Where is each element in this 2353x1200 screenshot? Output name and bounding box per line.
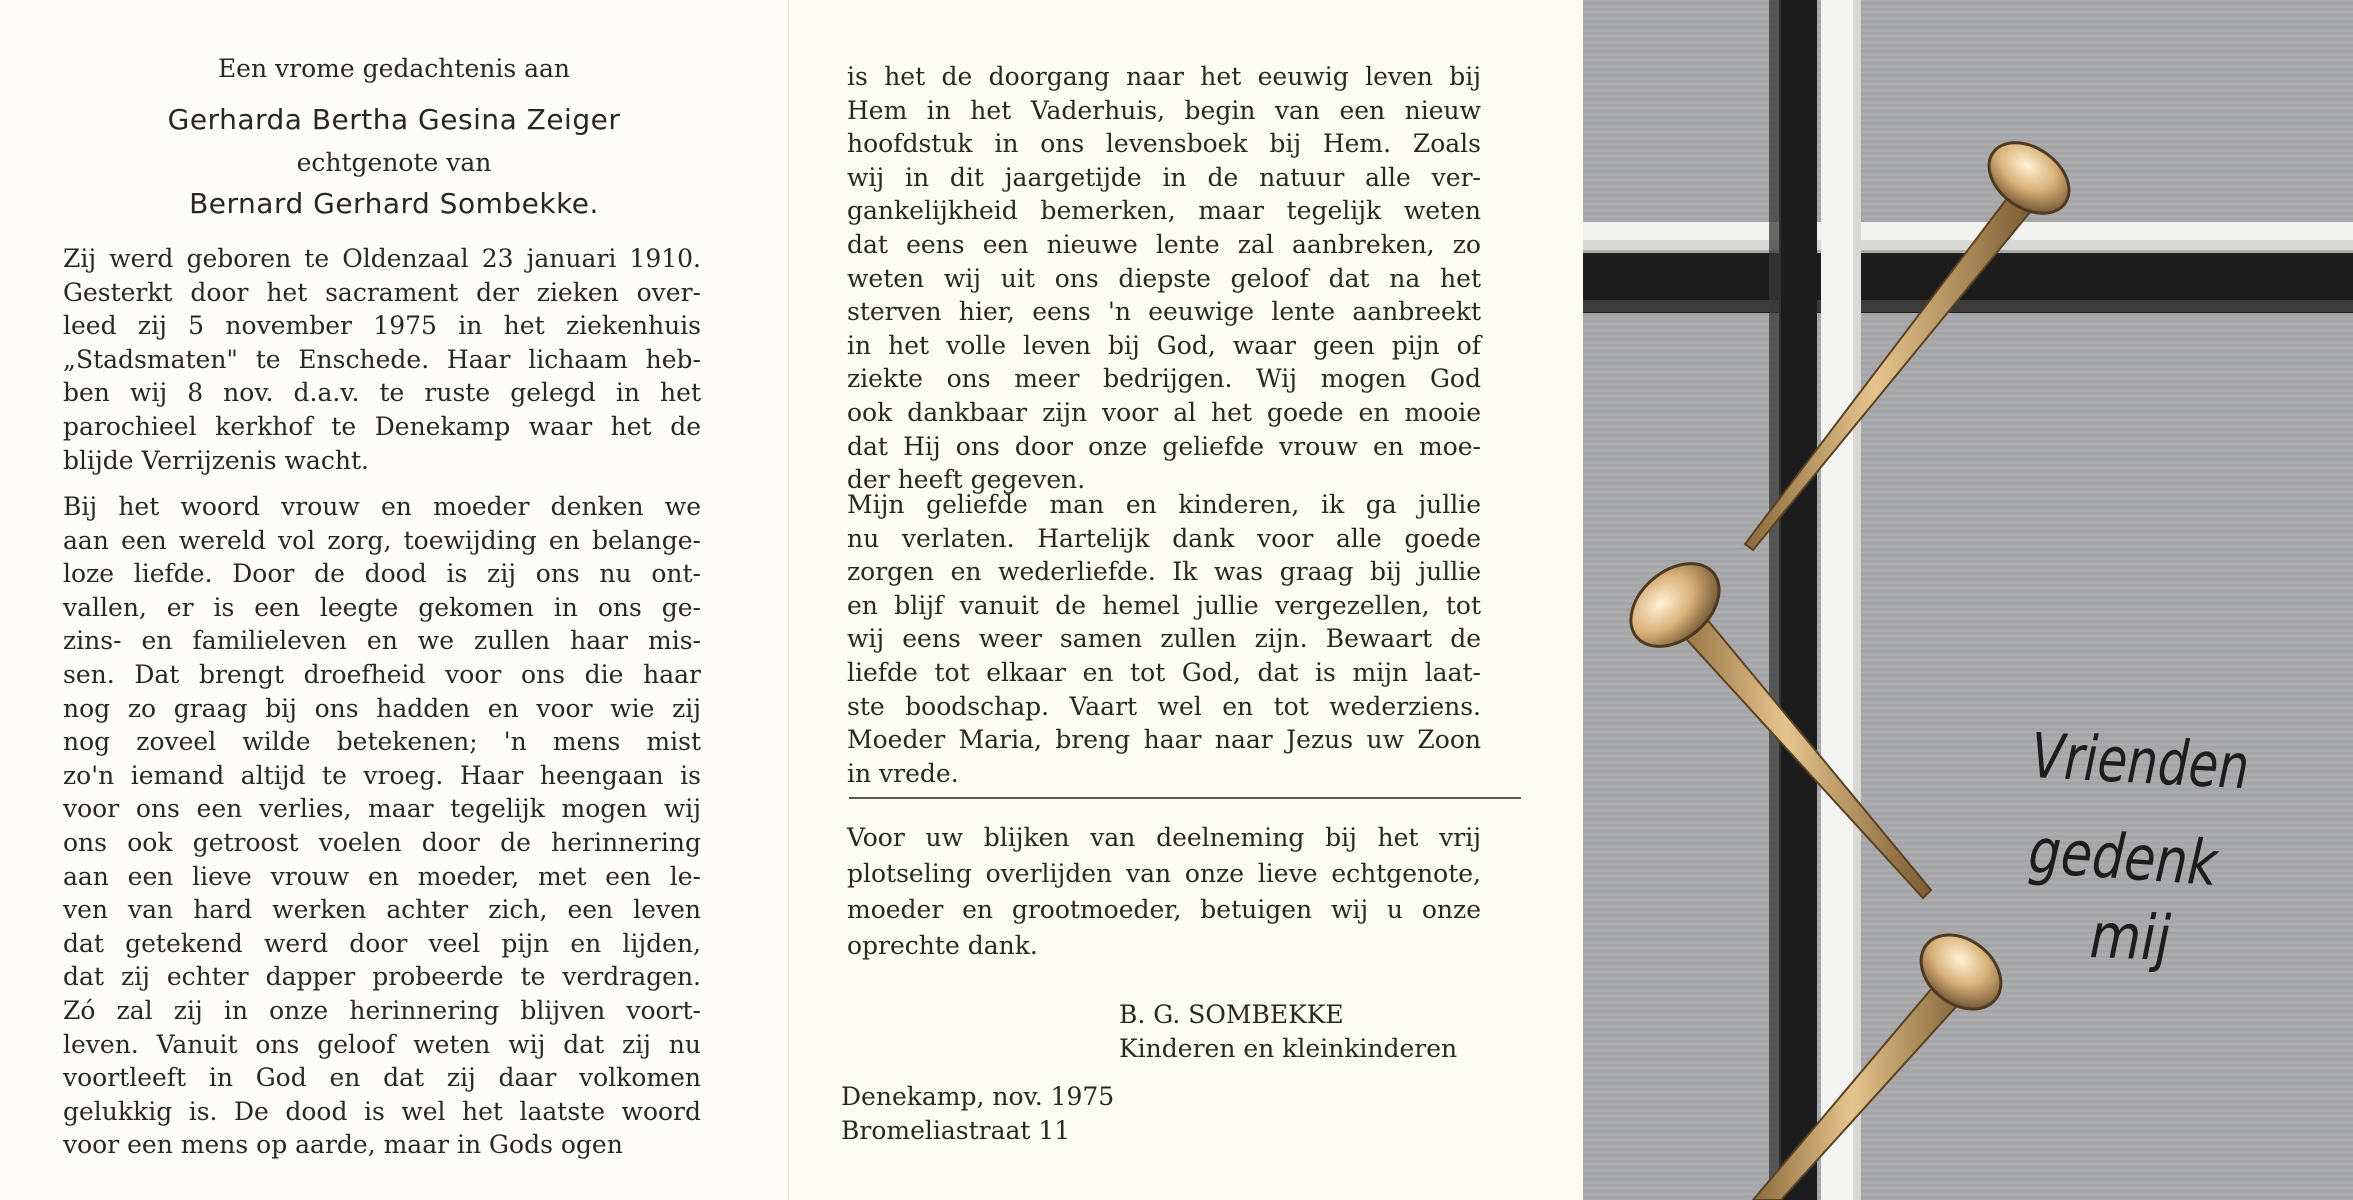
cover-title	[1583, 0, 2353, 1200]
cover-title-line-3: mij	[2088, 899, 2172, 975]
text-line: en blijf vanuit de hemel jullie vergezellen, tot	[847, 590, 1481, 620]
text-line: parochieel kerkhof te Denekamp waar het de	[63, 411, 701, 441]
text-line: in het volle leven bij God, waar geen pijn of	[847, 330, 1481, 360]
text-line: nog zo graag bij ons hadden en voor wie zij	[63, 693, 701, 723]
left-page	[0, 0, 788, 1200]
text-line: voor ons een verlies, maar tegelijk mogen wij	[63, 794, 701, 824]
text-line: plotseling overlijden van onze lieve echtgenote,	[847, 859, 1481, 888]
intro-line: Een vrome gedachtenis aan	[217, 54, 571, 83]
text-line: dat zij echter dapper probeerde te verdragen.	[63, 962, 701, 992]
text-line: leed zij 5 november 1975 in het ziekenhuis	[63, 311, 701, 341]
farewell-paragraph	[847, 488, 1481, 790]
text-line: voortleeft in God en dat zij daar volkomen	[63, 1063, 701, 1093]
text-line: Voor uw blijken van deelneming bij het vrij	[847, 823, 1481, 852]
text-line: gankelijkheid bemerken, maar tegelijk weten	[847, 196, 1481, 226]
text-line: dat eens een nieuwe lente zal aanbreken, zo	[847, 229, 1481, 259]
text-line: ook dankbaar zijn voor al het goede en mooie	[847, 397, 1481, 427]
relation-line: echtgenote van	[296, 148, 492, 177]
text-line: sen. Dat brengt droefheid voor ons die haar	[63, 659, 701, 689]
text-line: nu verlaten. Hartelijk dank voor alle goede	[847, 523, 1481, 553]
text-line: „Stadsmaten" te Enschede. Haar lichaam heb-	[63, 344, 701, 374]
text-line: nog zoveel wilde betekenen; 'n mens mist	[63, 727, 701, 757]
text-line: ben wij 8 nov. d.a.v. te ruste gelegd in het	[63, 378, 701, 408]
cover-title-line-2: gedenk	[2026, 814, 2220, 901]
text-line: Moeder Maria, breng haar naar Jezus uw Zoon	[847, 725, 1481, 755]
text-line: hoofdstuk in ons levensboek bij Hem. Zoals	[847, 129, 1481, 159]
text-line: vallen, er is een leegte gekomen in ons ge-	[63, 592, 701, 622]
text-line: Zó zal zij in onze herinnering blijven voort-	[63, 995, 701, 1025]
text-line: aan een wereld vol zorg, toewijding en belange-	[63, 525, 701, 555]
text-line: zo'n iemand altijd te vroeg. Haar heengaan is	[63, 760, 701, 790]
text-line: Hem in het Vaderhuis, begin van een nieuw	[847, 95, 1481, 125]
birth-death-paragraph	[63, 242, 701, 477]
signature-sub: Kinderen en kleinkinderen	[1119, 1034, 1458, 1063]
text-line: wij in dit jaargetijde in de natuur alle ver-	[847, 162, 1481, 192]
cover-page	[1583, 0, 2353, 1200]
text-line: der heeft gegeven.	[847, 465, 1086, 495]
text-line: Mijn geliefde man en kinderen, ik ga jullie	[847, 490, 1481, 519]
text-line: Gesterkt door het sacrament der zieken over-	[63, 277, 701, 307]
text-line: loze liefde. Door de dood is zij ons nu ont-	[63, 559, 701, 589]
thanks-paragraph	[847, 820, 1481, 964]
text-line: zins- en familieleven en we zullen haar mis-	[63, 626, 701, 656]
text-line: wij eens weer samen zullen zijn. Bewaart de	[847, 624, 1481, 654]
faith-paragraph	[847, 60, 1481, 497]
deceased-name: Gerharda Bertha Gesina Zeiger	[167, 103, 621, 136]
text-line: in vrede.	[847, 758, 959, 788]
place-date: Denekamp, nov. 1975	[841, 1082, 1115, 1111]
text-line: weten wij uit ons diepste geloof dat na het	[847, 263, 1481, 293]
text-line: leven. Vanuit ons geloof weten wij dat zij nu	[63, 1029, 701, 1059]
text-line: aan een lieve vrouw en moeder, met een le-	[63, 861, 701, 891]
signature: B. G. SOMBEKKE	[1119, 1000, 1344, 1029]
memorial-paragraph	[63, 490, 701, 1162]
spouse-name: Bernard Gerhard Sombekke.	[189, 187, 599, 220]
text-line: liefde tot elkaar en tot God, dat is mijn laat-	[847, 657, 1481, 687]
cover-title-line-1: Vrienden	[2029, 719, 2251, 804]
text-line: dat Hij ons door onze geliefde vrouw en moe-	[847, 431, 1481, 461]
middle-page	[788, 0, 1583, 1200]
text-line: sterven hier, eens 'n eeuwige lente aanbreekt	[847, 297, 1481, 327]
text-line: moeder en grootmoeder, betuigen wij u onze	[847, 895, 1481, 924]
text-line: dat getekend werd door veel pijn en lijden,	[63, 928, 701, 958]
text-line: Bij het woord vrouw en moeder denken we	[63, 492, 701, 521]
text-line: voor een mens op aarde, maar in Gods ogen	[63, 1130, 623, 1160]
address: Bromeliastraat 11	[841, 1116, 1071, 1145]
text-line: ste boodschap. Vaart wel en tot wederziens.	[847, 691, 1481, 721]
text-line: oprechte dank.	[847, 931, 1038, 960]
text-line: is het de doorgang naar het eeuwig leven bij	[847, 62, 1481, 91]
text-line: zorgen en wederliefde. Ik was graag bij jullie	[847, 557, 1481, 587]
text-line: gelukkig is. De dood is wel het laatste woord	[63, 1096, 701, 1126]
text-line: Zij werd geboren te Oldenzaal 23 januari 1910.	[63, 244, 701, 273]
text-line: ziekte ons meer bedrijgen. Wij mogen God	[847, 364, 1481, 394]
divider-rule	[849, 797, 1521, 799]
text-line: ons ook getroost voelen door de herinnering	[63, 827, 701, 857]
text-line: blijde Verrijzenis wacht.	[63, 445, 369, 475]
text-line: ven van hard werken achter zich, een leven	[63, 895, 701, 925]
